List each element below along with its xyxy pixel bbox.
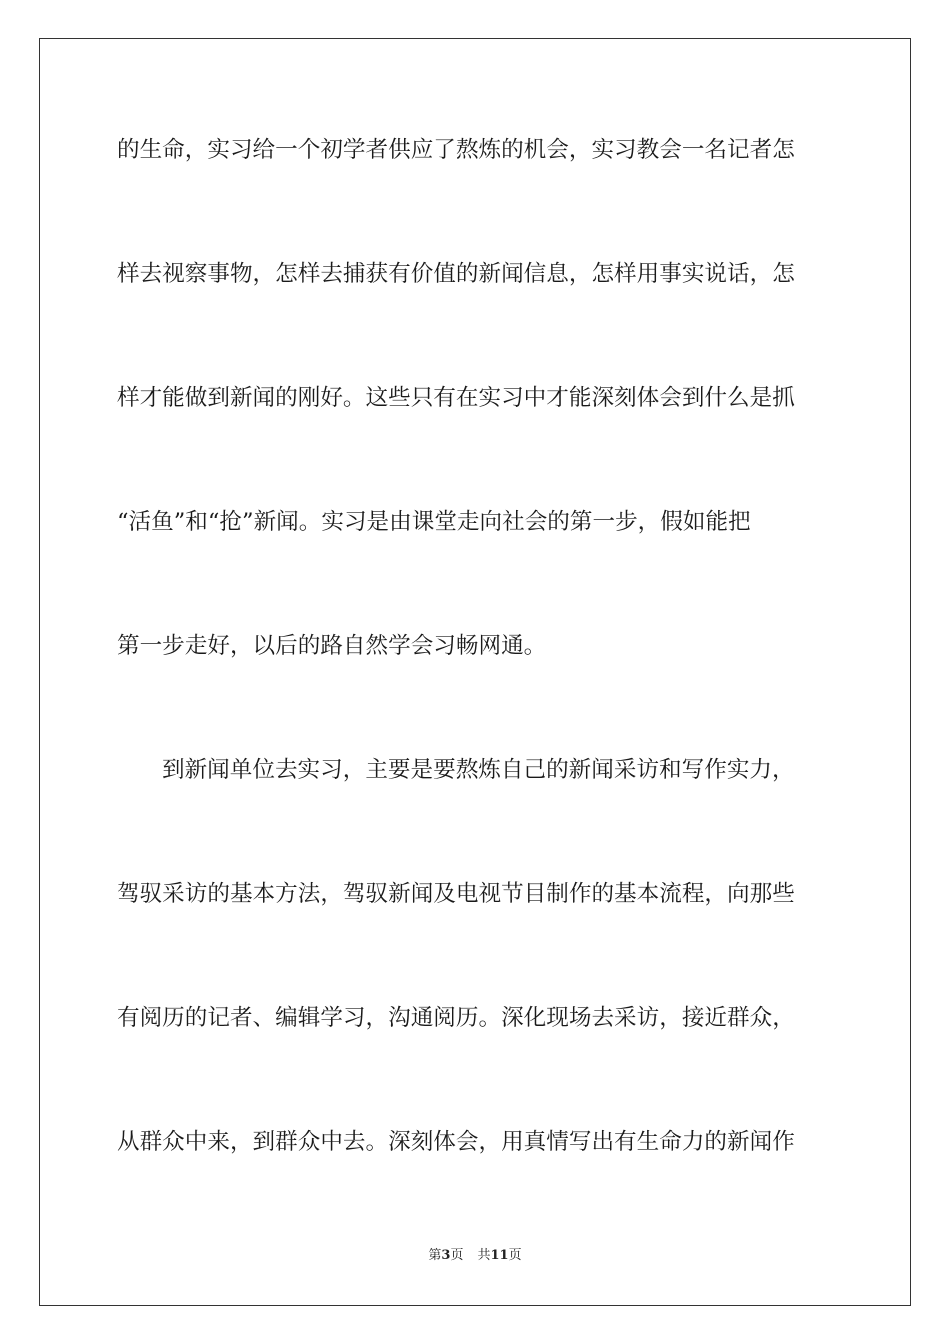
- text-line-7: 驾驭采访的基本方法，驾驭新闻及电视节目制作的基本流程，向那些: [117, 881, 795, 907]
- text-line-9: 从群众中来，到群众中去。深刻体会，用真情写出有生命力的新闻作: [117, 1129, 795, 1155]
- text-line-2: 样去视察事物，怎样去捕获有价值的新闻信息，怎样用事实说话，怎: [117, 261, 795, 287]
- total-prefix: 共: [477, 1248, 491, 1263]
- text-line-4: “活鱼”和“抢”新闻。实习是由课堂走向社会的第一步，假如能把: [117, 509, 751, 535]
- paragraph-2-first-line: 到新闻单位去实习，主要是要熬炼自己的新闻采访和写作实力，: [162, 757, 795, 783]
- page-prefix: 第: [428, 1248, 442, 1263]
- page-footer: [0, 1247, 950, 1265]
- total-suffix: 页: [508, 1248, 522, 1263]
- text-line-1: 的生命，实习给一个初学者供应了熬炼的机会，实习教会一名记者怎: [117, 137, 795, 163]
- text-line-3: 样才能做到新闻的刚好。这些只有在实习中才能深刻体会到什么是抓: [117, 385, 795, 411]
- text-line-5: 第一步走好，以后的路自然学会习畅网通。: [117, 633, 547, 659]
- page-frame: [39, 38, 911, 1306]
- page-number: 3: [441, 1248, 451, 1263]
- page-suffix: 页: [450, 1248, 464, 1263]
- text-line-8: 有阅历的记者、编辑学习，沟通阅历。深化现场去采访，接近群众，: [117, 1005, 795, 1031]
- total-pages: 11: [490, 1248, 509, 1263]
